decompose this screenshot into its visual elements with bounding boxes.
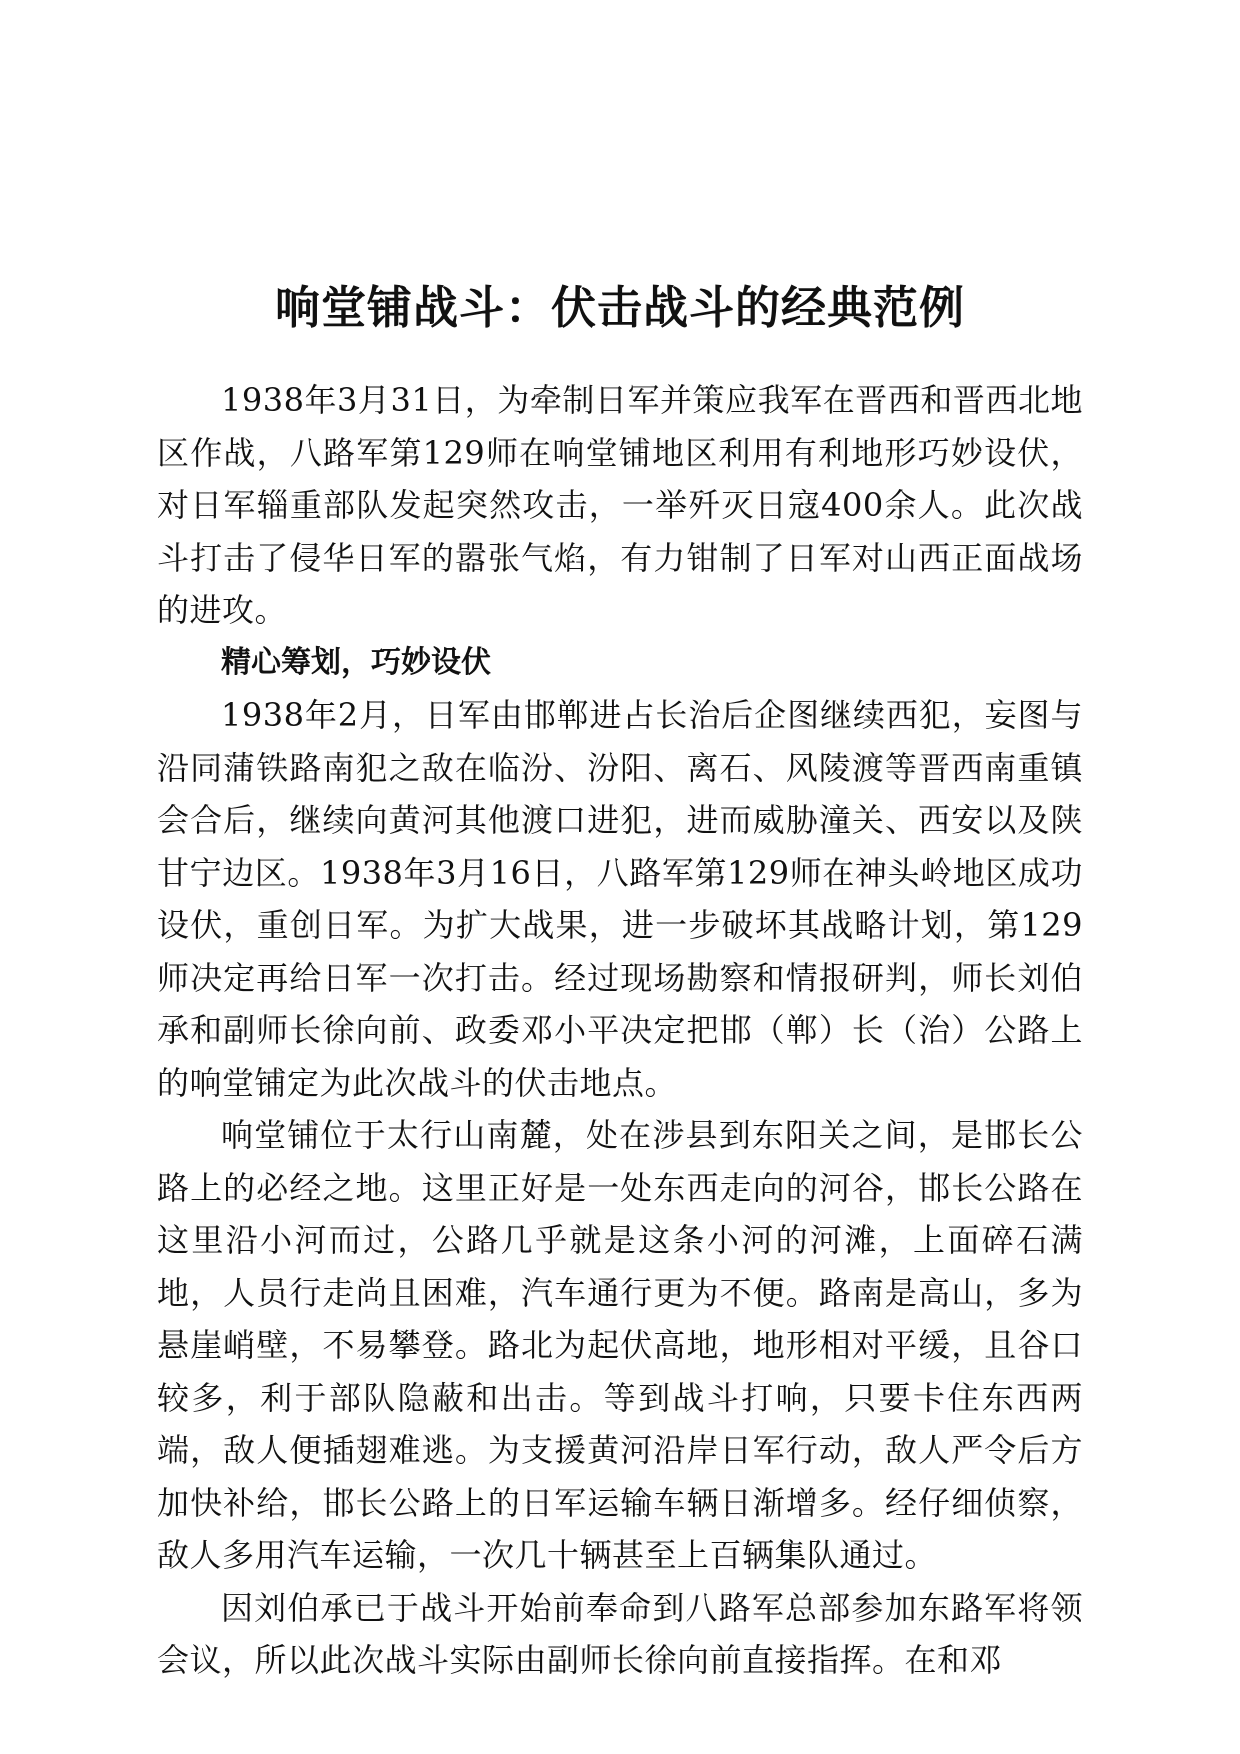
section-heading: 精心筹划，巧妙设伏 — [221, 644, 491, 680]
body-paragraph-3: 因刘伯承已于战斗开始前奉命到八路军总部参加东路军将领会议，所以此次战斗实际由副师长徐向前直接指挥。在和邓 — [157, 1588, 1083, 1679]
article-body — [157, 374, 1083, 1687]
body-paragraph-1: 1938年2月，日军由邯郸进占长治后企图继续西犯，妄图与沿同蒲铁路南犯之敌在临汾、汾阳、离石、风陵渡等晋西南重镇会合后，继续向黄河其他渡口进犯，进而威胁潼关、西安以及陕甘宁边区。1938年3月16日，八路军第129师在神头岭地区成功设伏，重创日军。为扩大战果，进一步破坏其战略计划，第129师决定再给日军一次打击。经过现场勘察和情报研判，师长刘伯承和副师长徐向前、政委邓小平决定把邯（郸）长（治）公路上的响堂铺定为此次战斗的伏击地点。 — [157, 696, 1083, 1102]
article-title: 响堂铺战斗：伏击战斗的经典范例 — [274, 281, 965, 335]
intro-paragraph: 1938年3月31日，为牵制日军并策应我军在晋西和晋西北地区作战，八路军第129师在响堂铺地区利用有利地形巧妙设伏，对日军辎重部队发起突然攻击，一举歼灭日寇400余人。此次战斗打击了侵华日军的嚣张气焰，有力钳制了日军对山西正面战场的进攻。 — [157, 381, 1083, 629]
body-paragraph-2: 响堂铺位于太行山南麓，处在涉县到东阳关之间，是邯长公路上的必经之地。这里正好是一处东西走向的河谷，邯长公路在这里沿小河而过，公路几乎就是这条小河的河滩，上面碎石满地，人员行走尚且困难，汽车通行更为不便。路南是高山，多为悬崖峭壁，不易攀登。路北为起伏高地，地形相对平缓，且谷口较多，利于部队隐蔽和出击。等到战斗打响，只要卡住东西两端，敌人便插翅难逃。为支援黄河沿岸日军行动，敌人严令后方加快补给，邯长公路上的日军运输车辆日渐增多。经仔细侦察，敌人多用汽车运输，一次几十辆甚至上百辆集队通过。 — [157, 1116, 1083, 1574]
